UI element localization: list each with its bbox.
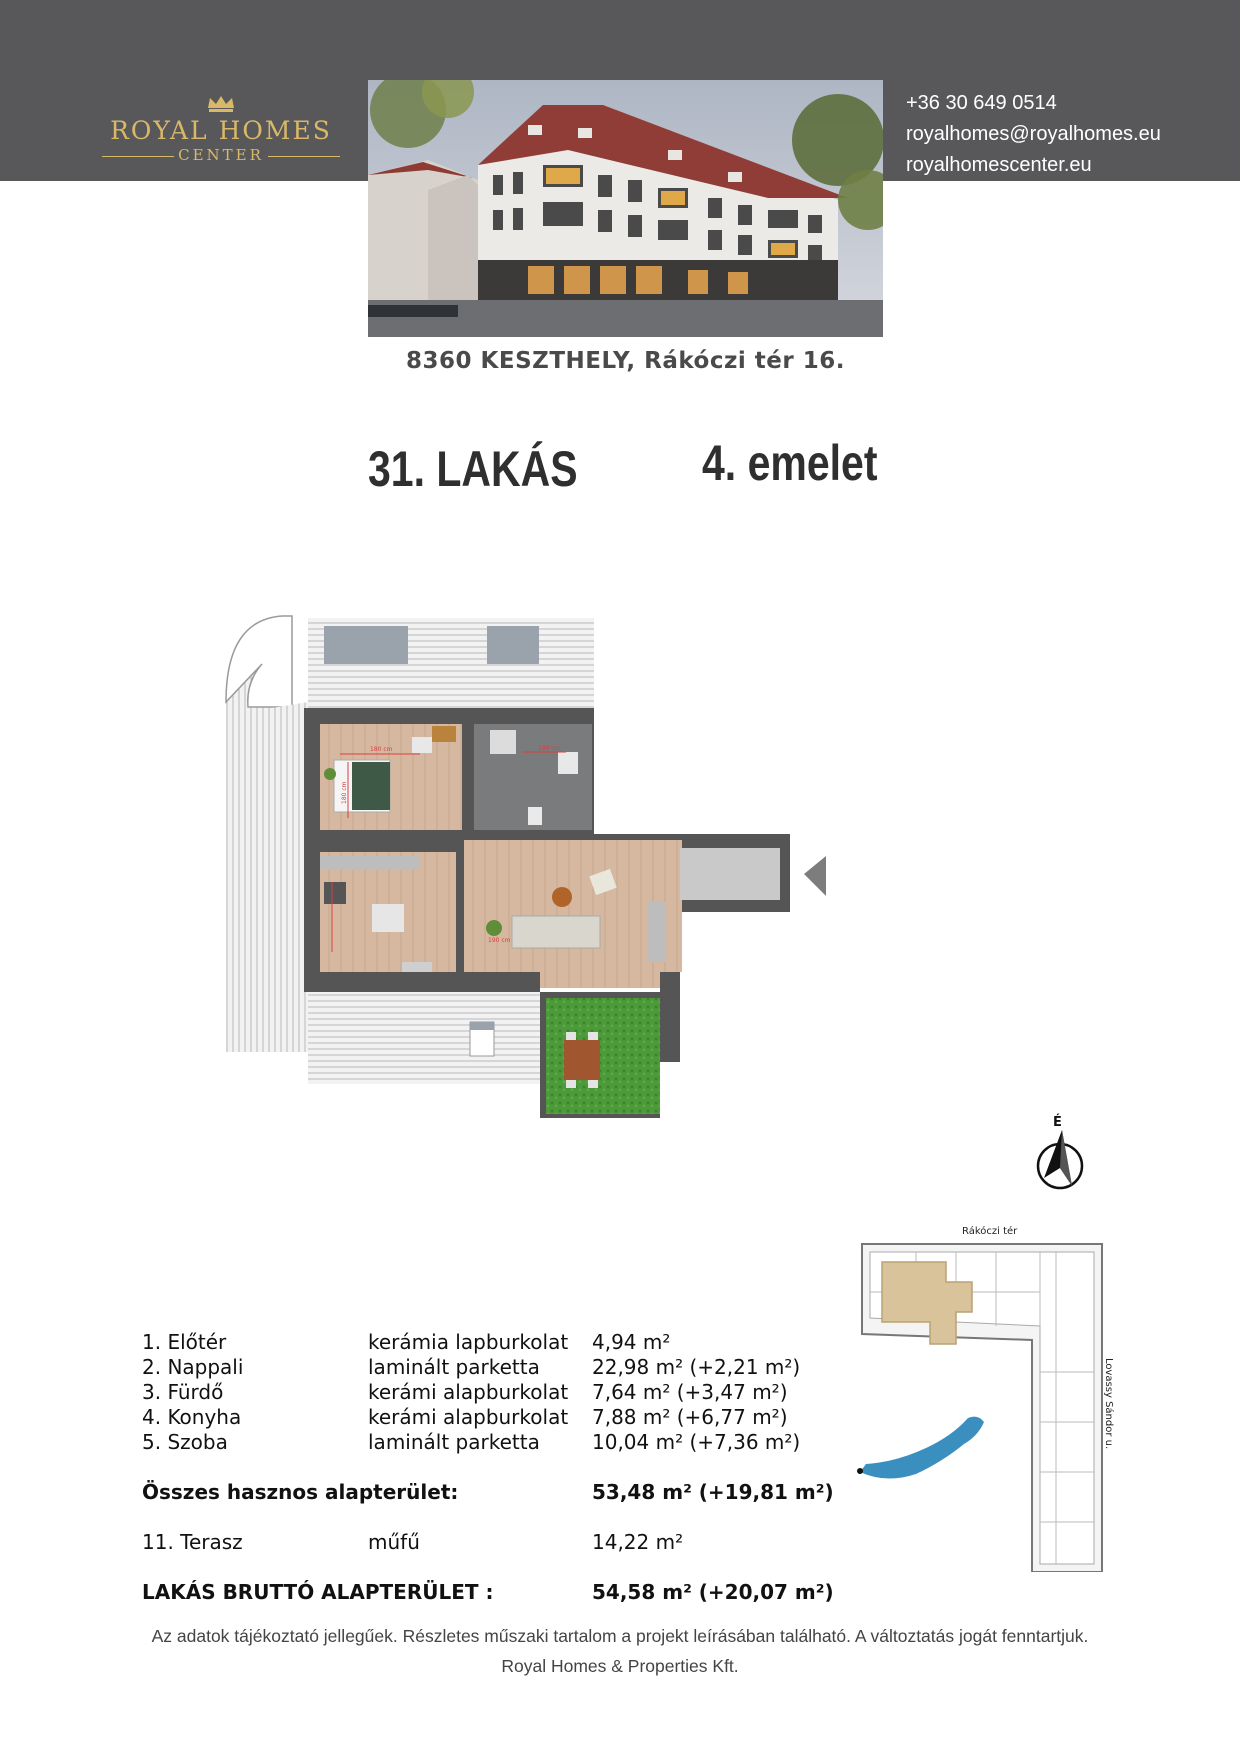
room-material: kerámia lapburkolat <box>368 1330 569 1354</box>
disclaimer-text: Az adatok tájékoztató jellegűek. Részletes műszaki tartalom a projekt leírásában található. A változtatás jogát fenntartjuk. <box>151 1626 1089 1646</box>
room-material: laminált parketta <box>368 1430 540 1454</box>
north-arrow-icon <box>1030 1112 1086 1192</box>
brand-logo <box>96 94 346 166</box>
company-name: Royal Homes & Properties Kft. <box>501 1656 739 1676</box>
room-area: 22,98 m² (+2,21 m²) <box>592 1355 801 1379</box>
total-useful-area: 53,48 m² (+19,81 m²) <box>592 1480 834 1504</box>
room-name: 3. Fürdő <box>142 1380 224 1404</box>
site-street-top: Rákóczi tér <box>962 1226 1018 1237</box>
room-material: kerámi alapburkolat <box>368 1405 569 1429</box>
gross-area-label: LAKÁS BRUTTÓ ALAPTERÜLET : <box>142 1580 494 1604</box>
dimension-label-bathroom-width: 180 cm <box>538 745 561 752</box>
room-material: kerámi alapburkolat <box>368 1380 569 1404</box>
apartment-number: 31. LAKÁS <box>368 441 578 497</box>
room-material: laminált parketta <box>368 1355 540 1379</box>
contact-email[interactable]: royalhomes@royalhomes.eu <box>906 123 1161 145</box>
room-name: 4. Konyha <box>142 1405 242 1429</box>
floor-label: 4. emelet <box>702 435 878 491</box>
site-plan <box>856 1222 1116 1572</box>
contact-block <box>906 88 1161 181</box>
brand-subtitle: CENTER <box>178 146 264 164</box>
dimension-label-bedroom-depth: 180 cm <box>341 781 348 804</box>
room-area: 10,04 m² (+7,36 m²) <box>592 1430 801 1454</box>
gross-area-value: 54,58 m² (+20,07 m²) <box>592 1580 834 1604</box>
dimension-label-living-width: 190 cm <box>488 937 511 944</box>
room-area: 7,88 m² (+6,77 m²) <box>592 1405 788 1429</box>
floor-plan <box>222 612 830 1132</box>
room-name: 1. Előtér <box>142 1330 227 1354</box>
terrace-area: 14,22 m² <box>592 1530 684 1554</box>
site-street-side: Lovassy Sándor u. <box>1103 1358 1114 1450</box>
terrace-material: műfű <box>368 1530 420 1554</box>
crown-icon <box>206 94 236 112</box>
brand-divider-right <box>268 156 340 157</box>
room-area: 4,94 m² <box>592 1330 671 1354</box>
entrance-arrow-icon <box>804 856 826 896</box>
terrace-name: 11. Terasz <box>142 1530 243 1554</box>
room-name: 2. Nappali <box>142 1355 244 1379</box>
building-render <box>368 80 883 337</box>
room-area: 7,64 m² (+3,47 m²) <box>592 1380 788 1404</box>
dimension-label-bedroom-width: 180 cm <box>370 746 393 753</box>
room-name: 5. Szoba <box>142 1430 228 1454</box>
total-useful-label: Összes hasznos alapterület: <box>142 1480 459 1504</box>
compass-north-label: É <box>1053 1115 1062 1130</box>
brand-name: ROYAL HOMES <box>110 116 332 145</box>
contact-phone[interactable]: +36 30 649 0514 <box>906 92 1057 114</box>
property-address: 8360 KESZTHELY, Rákóczi tér 16. <box>406 348 845 374</box>
contact-website[interactable]: royalhomescenter.eu <box>906 154 1092 176</box>
